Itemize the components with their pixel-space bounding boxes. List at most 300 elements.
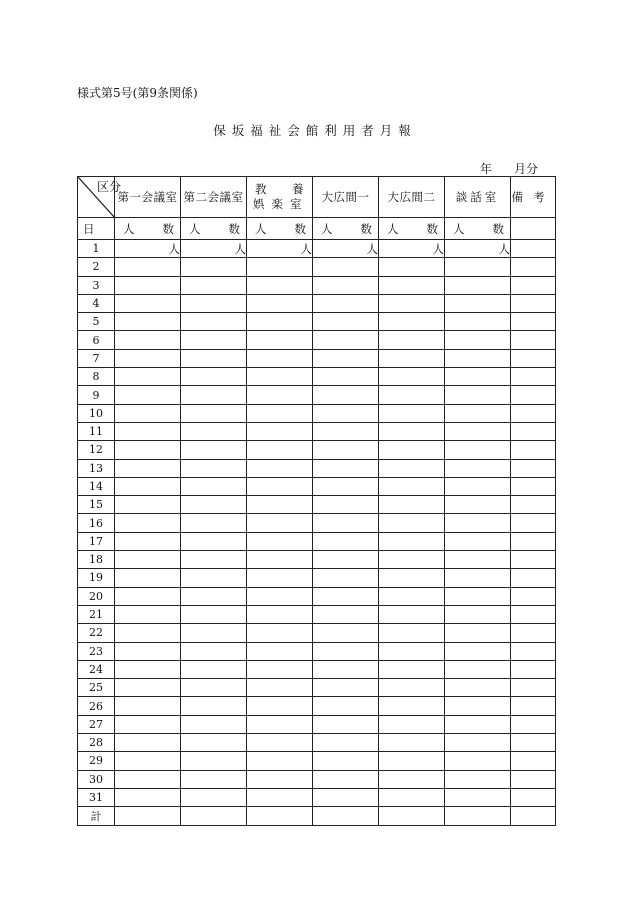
people-count-cell[interactable] — [379, 551, 445, 569]
people-count-cell[interactable] — [247, 788, 313, 806]
people-count-cell[interactable] — [445, 715, 511, 733]
people-count-cell[interactable] — [247, 404, 313, 422]
people-count-header: 人 数 — [445, 218, 511, 240]
table-row — [78, 349, 556, 367]
remarks-cell[interactable] — [511, 441, 556, 459]
people-count-cell[interactable] — [445, 258, 511, 276]
people-count-cell[interactable] — [379, 477, 445, 495]
people-count-cell[interactable] — [379, 679, 445, 697]
day-number: 6 — [78, 331, 115, 349]
people-count-cell[interactable] — [181, 477, 247, 495]
table-row — [78, 660, 556, 678]
people-count-cell[interactable] — [181, 734, 247, 752]
people-count-cell[interactable] — [115, 422, 181, 440]
people-count-cell[interactable] — [379, 660, 445, 678]
category-label: 区分 — [97, 180, 122, 194]
people-count-cell[interactable] — [247, 734, 313, 752]
people-count-cell[interactable] — [115, 788, 181, 806]
people-count-cell[interactable] — [313, 587, 379, 605]
people-count-cell[interactable] — [115, 514, 181, 532]
people-count-cell[interactable] — [115, 734, 181, 752]
people-count-cell[interactable] — [181, 313, 247, 331]
people-count-cell[interactable] — [379, 569, 445, 587]
people-count-cell[interactable] — [115, 313, 181, 331]
table-row — [78, 240, 556, 258]
table-row — [78, 386, 556, 404]
day-number: 16 — [78, 514, 115, 532]
table-row — [78, 551, 556, 569]
people-count-cell[interactable] — [313, 734, 379, 752]
day-number: 30 — [78, 770, 115, 788]
table-row — [78, 752, 556, 770]
table-row — [78, 441, 556, 459]
people-count-cell[interactable] — [379, 404, 445, 422]
people-count-cell[interactable]: 人 — [313, 240, 379, 258]
table-row — [78, 605, 556, 623]
people-count-cell[interactable] — [181, 514, 247, 532]
day-number: 2 — [78, 258, 115, 276]
people-count-cell[interactable] — [313, 422, 379, 440]
remarks-cell[interactable] — [511, 349, 556, 367]
people-count-cell[interactable] — [445, 404, 511, 422]
people-count-cell[interactable] — [379, 258, 445, 276]
people-count-cell[interactable] — [247, 331, 313, 349]
table-row — [78, 624, 556, 642]
people-count-cell[interactable] — [379, 459, 445, 477]
people-count-cell[interactable] — [379, 276, 445, 294]
people-count-cell[interactable] — [445, 386, 511, 404]
people-count-cell[interactable] — [115, 496, 181, 514]
people-count-cell[interactable] — [247, 551, 313, 569]
people-count-cell[interactable] — [445, 313, 511, 331]
people-count-cell[interactable] — [181, 258, 247, 276]
people-count-cell[interactable] — [181, 642, 247, 660]
remarks-cell[interactable] — [511, 276, 556, 294]
header-row-units — [78, 218, 556, 240]
people-count-cell[interactable] — [379, 422, 445, 440]
people-count-cell[interactable] — [115, 770, 181, 788]
people-count-cell[interactable] — [247, 532, 313, 550]
day-label: 日 — [83, 222, 95, 236]
people-count-cell[interactable] — [115, 349, 181, 367]
people-count-cell[interactable] — [379, 313, 445, 331]
people-count-cell[interactable] — [115, 276, 181, 294]
people-count-cell[interactable] — [379, 496, 445, 514]
people-count-cell[interactable] — [379, 697, 445, 715]
people-count-cell[interactable] — [115, 624, 181, 642]
people-count-cell[interactable] — [379, 770, 445, 788]
people-count-cell[interactable] — [181, 551, 247, 569]
people-count-cell[interactable] — [181, 386, 247, 404]
remarks-cell[interactable] — [511, 679, 556, 697]
day-number: 21 — [78, 605, 115, 623]
people-count-cell[interactable] — [247, 752, 313, 770]
remarks-cell[interactable] — [511, 734, 556, 752]
room-header-2: 第二会議室 — [181, 177, 247, 218]
people-count-cell[interactable]: 人 — [379, 240, 445, 258]
day-number: 26 — [78, 697, 115, 715]
people-count-cell[interactable] — [313, 313, 379, 331]
document-title: 保坂福祉会館利用者月報 — [213, 123, 417, 138]
remarks-cell[interactable] — [511, 514, 556, 532]
people-count-cell[interactable] — [247, 294, 313, 312]
day-number: 24 — [78, 660, 115, 678]
room-header-1: 第一会議室 — [115, 177, 181, 218]
people-count-cell[interactable] — [313, 349, 379, 367]
people-count-cell[interactable]: 人 — [181, 240, 247, 258]
people-count-cell[interactable] — [313, 386, 379, 404]
people-count-cell[interactable] — [115, 294, 181, 312]
people-count-cell[interactable] — [247, 587, 313, 605]
table-row — [78, 459, 556, 477]
people-count-cell[interactable] — [115, 679, 181, 697]
table-row — [78, 734, 556, 752]
remarks-cell[interactable] — [511, 587, 556, 605]
people-count-cell[interactable] — [445, 605, 511, 623]
people-count-cell[interactable] — [379, 368, 445, 386]
people-count-cell[interactable] — [247, 477, 313, 495]
room-header-4: 大広間一 — [313, 177, 379, 218]
people-count-cell[interactable] — [313, 697, 379, 715]
people-count-cell[interactable] — [445, 551, 511, 569]
people-count-cell[interactable] — [313, 514, 379, 532]
remarks-cell[interactable] — [511, 807, 556, 826]
corner-cell-day — [78, 218, 115, 240]
people-count-cell[interactable] — [379, 441, 445, 459]
people-count-cell[interactable] — [115, 477, 181, 495]
remarks-cell[interactable] — [511, 788, 556, 806]
people-count-cell[interactable] — [313, 276, 379, 294]
remarks-cell[interactable] — [511, 404, 556, 422]
people-count-cell[interactable] — [445, 368, 511, 386]
people-count-cell[interactable]: 人 — [247, 240, 313, 258]
people-count-cell[interactable] — [313, 569, 379, 587]
year-month-header — [480, 160, 538, 177]
day-number: 29 — [78, 752, 115, 770]
people-count-header: 人 数 — [247, 218, 313, 240]
people-count-cell[interactable] — [445, 788, 511, 806]
table-row — [78, 642, 556, 660]
day-number: 18 — [78, 551, 115, 569]
table-row — [78, 404, 556, 422]
total-count-cell[interactable] — [313, 807, 379, 826]
people-count-cell[interactable] — [445, 734, 511, 752]
total-row — [78, 807, 556, 826]
people-count-cell[interactable] — [181, 276, 247, 294]
day-number: 23 — [78, 642, 115, 660]
people-count-cell[interactable] — [445, 587, 511, 605]
people-count-cell[interactable] — [247, 624, 313, 642]
people-count-cell[interactable] — [247, 569, 313, 587]
day-number: 14 — [78, 477, 115, 495]
people-count-cell[interactable] — [181, 422, 247, 440]
people-count-cell[interactable] — [247, 313, 313, 331]
people-count-cell[interactable] — [379, 605, 445, 623]
people-count-cell[interactable] — [115, 697, 181, 715]
people-count-cell[interactable] — [445, 441, 511, 459]
people-count-cell[interactable] — [313, 660, 379, 678]
remarks-cell[interactable] — [511, 660, 556, 678]
people-count-cell[interactable] — [313, 441, 379, 459]
people-count-cell[interactable] — [445, 331, 511, 349]
people-count-cell[interactable] — [115, 441, 181, 459]
people-count-cell[interactable] — [379, 752, 445, 770]
people-count-cell[interactable] — [379, 624, 445, 642]
people-count-cell[interactable] — [445, 496, 511, 514]
people-count-cell[interactable] — [379, 349, 445, 367]
people-count-cell[interactable] — [313, 331, 379, 349]
remarks-cell[interactable] — [511, 551, 556, 569]
people-count-cell[interactable] — [445, 349, 511, 367]
people-count-cell[interactable] — [181, 532, 247, 550]
people-count-cell[interactable] — [115, 587, 181, 605]
people-count-cell[interactable] — [181, 294, 247, 312]
people-count-cell[interactable] — [445, 569, 511, 587]
people-count-cell[interactable] — [379, 734, 445, 752]
people-count-cell[interactable] — [181, 496, 247, 514]
remarks-cell[interactable] — [511, 368, 556, 386]
people-count-cell[interactable] — [445, 697, 511, 715]
people-count-cell[interactable] — [181, 368, 247, 386]
header-row-rooms — [78, 177, 556, 218]
day-number: 12 — [78, 441, 115, 459]
remarks-cell[interactable] — [511, 569, 556, 587]
remarks-cell[interactable] — [511, 605, 556, 623]
people-count-cell[interactable]: 人 — [115, 240, 181, 258]
people-count-cell[interactable] — [379, 587, 445, 605]
people-count-cell[interactable] — [115, 605, 181, 623]
total-count-cell[interactable] — [115, 807, 181, 826]
remarks-cell[interactable] — [511, 459, 556, 477]
day-number: 22 — [78, 624, 115, 642]
remarks-cell[interactable] — [511, 294, 556, 312]
table-row — [78, 258, 556, 276]
table-row — [78, 770, 556, 788]
people-count-cell[interactable] — [445, 422, 511, 440]
people-count-cell[interactable] — [445, 459, 511, 477]
total-count-cell[interactable] — [445, 807, 511, 826]
remarks-cell[interactable] — [511, 624, 556, 642]
people-count-cell[interactable] — [247, 642, 313, 660]
day-number: 7 — [78, 349, 115, 367]
day-number: 27 — [78, 715, 115, 733]
people-count-cell[interactable] — [313, 404, 379, 422]
people-count-cell[interactable] — [247, 276, 313, 294]
remarks-cell[interactable] — [511, 386, 556, 404]
people-count-cell[interactable] — [247, 770, 313, 788]
remarks-header-blank — [511, 218, 556, 240]
people-count-cell[interactable] — [313, 551, 379, 569]
people-count-cell[interactable] — [379, 788, 445, 806]
people-count-cell[interactable] — [247, 386, 313, 404]
people-count-cell[interactable] — [115, 368, 181, 386]
people-count-cell[interactable] — [181, 569, 247, 587]
table-row — [78, 331, 556, 349]
people-count-cell[interactable] — [115, 258, 181, 276]
day-number: 10 — [78, 404, 115, 422]
day-number: 5 — [78, 313, 115, 331]
people-count-cell[interactable] — [181, 459, 247, 477]
people-count-cell[interactable] — [115, 331, 181, 349]
people-count-cell[interactable] — [313, 770, 379, 788]
day-number: 4 — [78, 294, 115, 312]
people-count-cell[interactable] — [379, 514, 445, 532]
people-count-cell[interactable] — [313, 788, 379, 806]
remarks-cell[interactable] — [511, 752, 556, 770]
people-count-cell[interactable] — [313, 477, 379, 495]
people-count-cell[interactable] — [313, 679, 379, 697]
people-count-cell[interactable] — [445, 624, 511, 642]
people-count-cell[interactable] — [181, 605, 247, 623]
day-number: 15 — [78, 496, 115, 514]
people-count-cell[interactable] — [445, 752, 511, 770]
people-count-cell[interactable] — [313, 459, 379, 477]
day-number: 20 — [78, 587, 115, 605]
people-count-cell[interactable] — [313, 368, 379, 386]
table-row — [78, 477, 556, 495]
day-number: 1 — [78, 240, 115, 258]
people-count-cell[interactable] — [379, 386, 445, 404]
people-count-cell[interactable] — [181, 404, 247, 422]
people-count-cell[interactable] — [313, 605, 379, 623]
day-number: 11 — [78, 422, 115, 440]
remarks-cell[interactable] — [511, 477, 556, 495]
people-count-cell[interactable] — [379, 294, 445, 312]
people-count-cell[interactable] — [445, 294, 511, 312]
people-count-cell[interactable] — [247, 660, 313, 678]
people-count-cell[interactable] — [313, 624, 379, 642]
people-count-cell[interactable] — [181, 349, 247, 367]
people-count-cell[interactable] — [379, 532, 445, 550]
people-count-cell[interactable] — [115, 404, 181, 422]
remarks-cell[interactable] — [511, 697, 556, 715]
remarks-cell[interactable] — [511, 313, 556, 331]
people-count-cell[interactable] — [115, 551, 181, 569]
people-count-cell[interactable] — [247, 679, 313, 697]
people-count-cell[interactable] — [445, 770, 511, 788]
people-count-cell[interactable] — [445, 679, 511, 697]
table-row — [78, 294, 556, 312]
people-count-cell[interactable] — [445, 660, 511, 678]
people-count-cell[interactable] — [181, 587, 247, 605]
people-count-cell[interactable] — [379, 331, 445, 349]
table-row — [78, 679, 556, 697]
people-count-cell[interactable] — [181, 788, 247, 806]
people-count-cell[interactable] — [247, 715, 313, 733]
people-count-cell[interactable] — [115, 715, 181, 733]
remarks-cell[interactable] — [511, 258, 556, 276]
people-count-cell[interactable] — [313, 715, 379, 733]
total-count-cell[interactable] — [247, 807, 313, 826]
people-count-header: 人 数 — [115, 218, 181, 240]
people-count-cell[interactable] — [115, 386, 181, 404]
people-count-cell[interactable] — [247, 697, 313, 715]
people-count-cell[interactable] — [181, 679, 247, 697]
people-count-cell[interactable] — [445, 477, 511, 495]
remarks-cell[interactable] — [511, 715, 556, 733]
people-count-cell[interactable] — [247, 605, 313, 623]
people-count-cell[interactable] — [115, 569, 181, 587]
people-count-cell[interactable] — [115, 752, 181, 770]
day-number: 25 — [78, 679, 115, 697]
room-header-3: 教 養 娯 楽 室 — [247, 177, 313, 218]
people-count-cell[interactable]: 人 — [445, 240, 511, 258]
people-count-cell[interactable] — [181, 660, 247, 678]
remarks-cell[interactable] — [511, 240, 556, 258]
month-label: 月分 — [514, 162, 539, 176]
people-count-cell[interactable] — [115, 660, 181, 678]
people-count-cell[interactable] — [247, 368, 313, 386]
people-count-cell[interactable] — [115, 642, 181, 660]
people-count-cell[interactable] — [181, 770, 247, 788]
remarks-cell[interactable] — [511, 422, 556, 440]
table-row — [78, 532, 556, 550]
day-number: 13 — [78, 459, 115, 477]
remarks-cell[interactable] — [511, 642, 556, 660]
remarks-cell[interactable] — [511, 496, 556, 514]
remarks-cell[interactable] — [511, 770, 556, 788]
people-count-cell[interactable] — [181, 624, 247, 642]
people-count-cell[interactable] — [247, 459, 313, 477]
people-count-cell[interactable] — [181, 331, 247, 349]
people-count-cell[interactable] — [247, 258, 313, 276]
room-header-6: 談話室 — [445, 177, 511, 218]
people-count-cell[interactable] — [313, 642, 379, 660]
people-count-cell[interactable] — [181, 697, 247, 715]
total-count-cell[interactable] — [379, 807, 445, 826]
people-count-cell[interactable] — [247, 496, 313, 514]
total-count-cell[interactable] — [181, 807, 247, 826]
people-count-cell[interactable] — [313, 752, 379, 770]
table-row — [78, 368, 556, 386]
people-count-cell[interactable] — [445, 532, 511, 550]
people-count-cell[interactable] — [247, 441, 313, 459]
people-count-cell[interactable] — [115, 532, 181, 550]
people-count-cell[interactable] — [313, 496, 379, 514]
remarks-header: 備考 — [511, 177, 556, 218]
table-row — [78, 587, 556, 605]
people-count-cell[interactable] — [181, 752, 247, 770]
people-count-cell[interactable] — [181, 715, 247, 733]
people-count-cell[interactable] — [379, 642, 445, 660]
table-row — [78, 276, 556, 294]
day-number: 31 — [78, 788, 115, 806]
room-header-5: 大広間二 — [379, 177, 445, 218]
people-count-cell[interactable] — [445, 514, 511, 532]
people-count-cell[interactable] — [313, 532, 379, 550]
remarks-cell[interactable] — [511, 331, 556, 349]
table-row — [78, 715, 556, 733]
people-count-cell[interactable] — [115, 459, 181, 477]
people-count-cell[interactable] — [313, 294, 379, 312]
people-count-cell[interactable] — [247, 422, 313, 440]
remarks-cell[interactable] — [511, 532, 556, 550]
people-count-cell[interactable] — [445, 642, 511, 660]
day-number: 8 — [78, 368, 115, 386]
table-row — [78, 496, 556, 514]
people-count-header: 人 数 — [313, 218, 379, 240]
people-count-cell[interactable] — [247, 514, 313, 532]
people-count-cell[interactable] — [181, 441, 247, 459]
day-number: 28 — [78, 734, 115, 752]
people-count-cell[interactable] — [379, 715, 445, 733]
people-count-cell[interactable] — [313, 258, 379, 276]
people-count-cell[interactable] — [445, 276, 511, 294]
day-number: 17 — [78, 532, 115, 550]
total-label: 計 — [78, 807, 115, 826]
people-count-cell[interactable] — [247, 349, 313, 367]
table-row — [78, 422, 556, 440]
